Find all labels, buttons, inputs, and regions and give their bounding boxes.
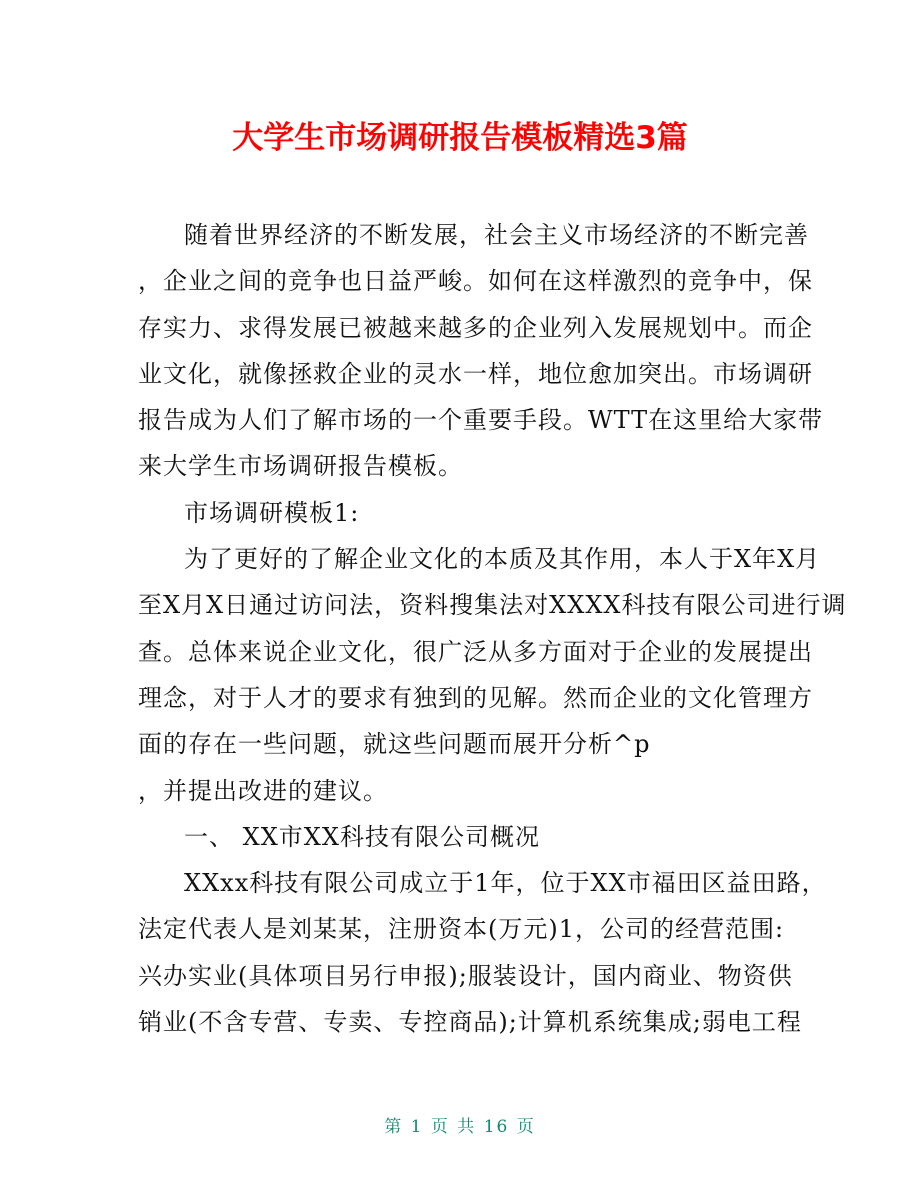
paragraph-line: ，企业之间的竞争也日益严峻。如何在这样激烈的竞争中，保: [138, 267, 813, 296]
paragraph-line: 存实力、求得发展已被越来越多的企业列入发展规划中。而企: [138, 313, 813, 342]
paragraph-line: 来大学生市场调研报告模板。: [138, 452, 463, 481]
paragraph-line: ，并提出改进的建议。: [138, 776, 388, 805]
section-heading: 一、 XX市XX科技有限公司概况: [184, 822, 540, 851]
document-body: [138, 212, 847, 1045]
paragraph-line: 至X月X日通过访问法，资料搜集法对XXXX科技有限公司进行调: [138, 591, 847, 620]
paragraph-line: 面的存在一些问题，就这些问题而展开分析^p: [138, 730, 651, 759]
paragraph-line: 业文化，就像拯救企业的灵水一样，地位愈加突出。市场调研: [138, 359, 813, 388]
paragraph-line: 销业(不含专营、专卖、专控商品);计算机系统集成;弱电工程: [138, 1008, 802, 1037]
paragraph-line: XXxx科技有限公司成立于1年，位于XX市福田区益田路，: [184, 869, 827, 898]
paragraph-line: 兴办实业(具体项目另行申报);服装设计，国内商业、物资供: [138, 961, 793, 990]
paragraph-line: 随着世界经济的不断发展，社会主义市场经济的不断完善: [184, 221, 809, 249]
paragraph-line: 报告成为人们了解市场的一个重要手段。WTT在这里给大家带: [138, 406, 824, 435]
page-title: 大学生市场调研报告模板精选3篇: [232, 120, 688, 156]
paragraph-line: 查。总体来说企业文化，很广泛从多方面对于企业的发展提出: [138, 637, 813, 666]
paragraph-line: 法定代表人是刘某某，注册资本(万元)1，公司的经营范围:: [138, 915, 785, 944]
section-heading: 市场调研模板1:: [184, 498, 360, 527]
page-number-footer: 第 1 页 共 16 页: [384, 1117, 536, 1137]
paragraph-line: 理念，对于人才的要求有独到的见解。然而企业的文化管理方: [138, 683, 813, 712]
paragraph-line: 为了更好的了解企业文化的本质及其作用，本人于X年X月: [184, 545, 821, 574]
